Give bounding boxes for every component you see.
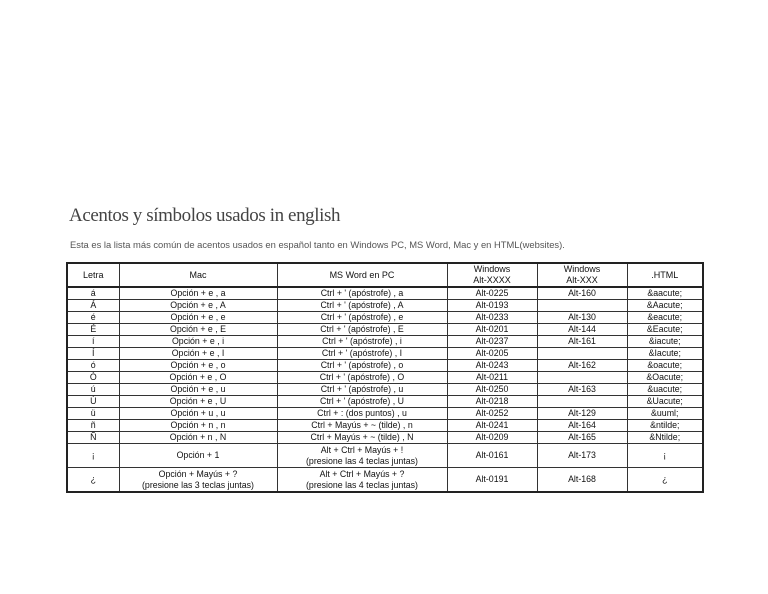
letter-cell: Ú [67, 396, 119, 408]
mac-cell: Opción + n , n [119, 420, 277, 432]
mac-cell: Opción + u , u [119, 408, 277, 420]
windows-xxx-cell: Alt-161 [537, 336, 627, 348]
mac-cell: Opción + e , A [119, 300, 277, 312]
table-row [67, 287, 703, 300]
letter-cell: ú [67, 384, 119, 396]
windows-xxxx-cell: Alt-0241 [447, 420, 537, 432]
table-row [67, 396, 703, 408]
msword-cell: Ctrl + ' (apóstrofe) , E [277, 324, 447, 336]
letter-cell: ñ [67, 420, 119, 432]
table-row [67, 468, 703, 493]
table-row [67, 360, 703, 372]
windows-xxxx-cell: Alt-0225 [447, 287, 537, 300]
table-row [67, 384, 703, 396]
windows-xxx-cell: Alt-165 [537, 432, 627, 444]
windows-xxxx-cell: Alt-0161 [447, 444, 537, 468]
windows-xxx-cell: Alt-173 [537, 444, 627, 468]
windows-xxxx-cell: Alt-0201 [447, 324, 537, 336]
header-cell: MS Word en PC [277, 263, 447, 287]
msword-cell: Ctrl + ' (apóstrofe) , A [277, 300, 447, 312]
table-row [67, 300, 703, 312]
letter-cell: á [67, 287, 119, 300]
table-row [67, 372, 703, 384]
mac-cell: Opción + e , o [119, 360, 277, 372]
windows-xxxx-cell: Alt-0205 [447, 348, 537, 360]
header-cell: Windows Alt-XXX [537, 263, 627, 287]
mac-cell: Opción + e , O [119, 372, 277, 384]
windows-xxx-cell [537, 372, 627, 384]
mac-cell: Opción + e , I [119, 348, 277, 360]
windows-xxxx-cell: Alt-0237 [447, 336, 537, 348]
table-row [67, 312, 703, 324]
windows-xxx-cell [537, 300, 627, 312]
html-cell: &uacute; [627, 384, 703, 396]
letter-cell: é [67, 312, 119, 324]
mac-cell: Opción + 1 [119, 444, 277, 468]
mac-cell: Opción + n , N [119, 432, 277, 444]
letter-cell: ó [67, 360, 119, 372]
header-cell: Windows Alt-XXXX [447, 263, 537, 287]
letter-cell: ¿ [67, 468, 119, 493]
windows-xxxx-cell: Alt-0191 [447, 468, 537, 493]
windows-xxxx-cell: Alt-0211 [447, 372, 537, 384]
letter-cell: É [67, 324, 119, 336]
table-row [67, 336, 703, 348]
windows-xxxx-cell: Alt-0250 [447, 384, 537, 396]
windows-xxx-cell [537, 348, 627, 360]
mac-cell: Opción + Mayús + ? (presione las 3 teclas juntas) [119, 468, 277, 493]
table-header-row [67, 263, 703, 287]
windows-xxx-cell: Alt-129 [537, 408, 627, 420]
windows-xxxx-cell: Alt-0209 [447, 432, 537, 444]
header-cell: Letra [67, 263, 119, 287]
page-title: Acentos y símbolos usados in english [69, 205, 341, 226]
letter-cell: ¡ [67, 444, 119, 468]
msword-cell: Ctrl + Mayús + ~ (tilde) , n [277, 420, 447, 432]
html-cell: &Ntilde; [627, 432, 703, 444]
msword-cell: Ctrl + ' (apóstrofe) , I [277, 348, 447, 360]
table-row [67, 324, 703, 336]
header-cell: Mac [119, 263, 277, 287]
windows-xxx-cell: Alt-160 [537, 287, 627, 300]
windows-xxxx-cell: Alt-0193 [447, 300, 537, 312]
msword-cell: Ctrl + ' (apóstrofe) , a [277, 287, 447, 300]
mac-cell: Opción + e , i [119, 336, 277, 348]
windows-xxxx-cell: Alt-0252 [447, 408, 537, 420]
mac-cell: Opción + e , e [119, 312, 277, 324]
page-subtitle: Esta es la lista más común de acentos usados en español tanto en Windows PC, MS Word, Mac y en HTML(websites). [70, 239, 565, 250]
html-cell: &iacute; [627, 336, 703, 348]
table-row [67, 348, 703, 360]
letter-cell: Ñ [67, 432, 119, 444]
windows-xxx-cell: Alt-168 [537, 468, 627, 493]
msword-cell: Ctrl + ' (apóstrofe) , u [277, 384, 447, 396]
table-row [67, 432, 703, 444]
html-cell: &ntilde; [627, 420, 703, 432]
letter-cell: Í [67, 348, 119, 360]
windows-xxxx-cell: Alt-0218 [447, 396, 537, 408]
msword-cell: Alt + Ctrl + Mayús + ? (presione las 4 teclas juntas) [277, 468, 447, 493]
html-cell: &Iacute; [627, 348, 703, 360]
mac-cell: Opción + e , E [119, 324, 277, 336]
windows-xxx-cell: Alt-164 [537, 420, 627, 432]
html-cell: &Eacute; [627, 324, 703, 336]
html-cell: &uuml; [627, 408, 703, 420]
html-cell: &Oacute; [627, 372, 703, 384]
accents-table [66, 262, 704, 493]
msword-cell: Ctrl + ' (apóstrofe) , o [277, 360, 447, 372]
letter-cell: í [67, 336, 119, 348]
html-cell: &aacute; [627, 287, 703, 300]
msword-cell: Ctrl + ' (apóstrofe) , i [277, 336, 447, 348]
html-cell: &Uacute; [627, 396, 703, 408]
table-body [67, 287, 703, 492]
windows-xxx-cell: Alt-130 [537, 312, 627, 324]
windows-xxx-cell: Alt-163 [537, 384, 627, 396]
windows-xxx-cell [537, 396, 627, 408]
letter-cell: Á [67, 300, 119, 312]
msword-cell: Ctrl + : (dos puntos) , u [277, 408, 447, 420]
header-cell: .HTML [627, 263, 703, 287]
table-row [67, 420, 703, 432]
windows-xxx-cell: Alt-144 [537, 324, 627, 336]
html-cell: &eacute; [627, 312, 703, 324]
windows-xxx-cell: Alt-162 [537, 360, 627, 372]
letter-cell: ü [67, 408, 119, 420]
table-row [67, 444, 703, 468]
windows-xxxx-cell: Alt-0243 [447, 360, 537, 372]
html-cell: &Aacute; [627, 300, 703, 312]
mac-cell: Opción + e , u [119, 384, 277, 396]
msword-cell: Ctrl + Mayús + ~ (tilde) , N [277, 432, 447, 444]
msword-cell: Alt + Ctrl + Mayús + ! (presione las 4 teclas juntas) [277, 444, 447, 468]
msword-cell: Ctrl + ' (apóstrofe) , U [277, 396, 447, 408]
html-cell: ¿ [627, 468, 703, 493]
msword-cell: Ctrl + ' (apóstrofe) , e [277, 312, 447, 324]
html-cell: &oacute; [627, 360, 703, 372]
html-cell: ¡ [627, 444, 703, 468]
mac-cell: Opción + e , U [119, 396, 277, 408]
mac-cell: Opción + e , a [119, 287, 277, 300]
table-row [67, 408, 703, 420]
letter-cell: Ó [67, 372, 119, 384]
windows-xxxx-cell: Alt-0233 [447, 312, 537, 324]
msword-cell: Ctrl + ' (apóstrofe) , O [277, 372, 447, 384]
